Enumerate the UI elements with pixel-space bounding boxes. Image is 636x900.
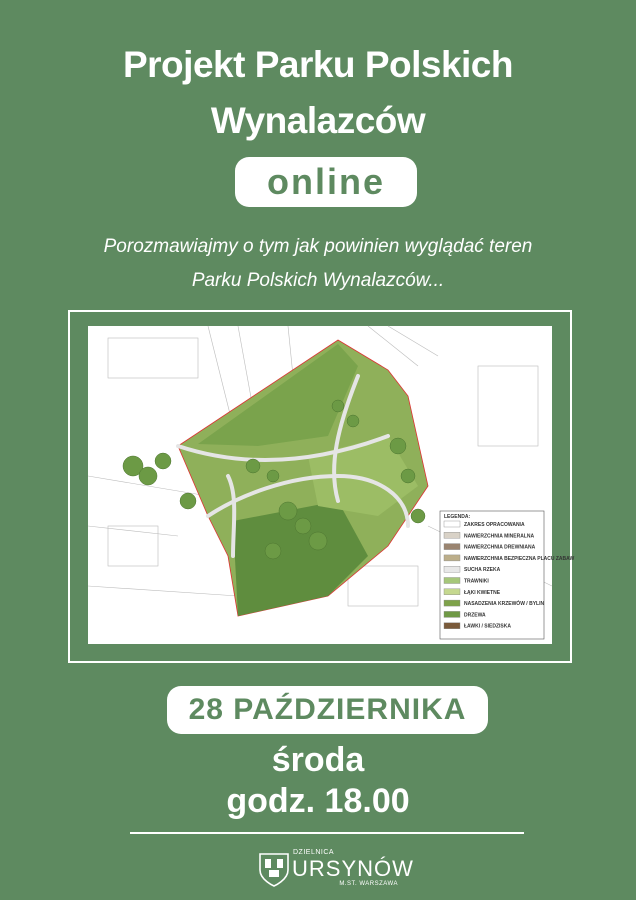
legend-item: NAWIERZCHNIA MINERALNA — [464, 533, 535, 540]
legend-item: DRZEWA — [464, 612, 486, 619]
subtitle-line-1: Porozmawiajmy o tym jak powinien wyglądać teren — [103, 236, 533, 257]
event-time: godz. 18.00 — [226, 782, 410, 820]
legend-item: ZAKRES OPRACOWANIA — [464, 522, 525, 528]
park-plan-drawing — [88, 326, 575, 644]
legend-item: NASADZENIA KRZEWÓW / BYLIN — [464, 601, 545, 608]
legend-swatch — [444, 623, 460, 629]
divider — [130, 832, 524, 834]
legend-swatch — [444, 566, 460, 572]
legend-swatch — [444, 555, 460, 561]
subtitle-line-2: Parku Polskich Wynalazców... — [191, 270, 445, 291]
district-crest-icon — [256, 848, 292, 888]
legend-item: TRAWNIKI — [464, 578, 489, 585]
legend-swatch — [444, 611, 460, 617]
legend-swatch — [444, 532, 460, 538]
legend-swatch — [444, 521, 460, 527]
legend-swatch — [444, 578, 460, 584]
logo-district-label: DZIELNICA — [293, 849, 335, 856]
date-badge: 28 PAŹDZIERNIKA — [167, 686, 488, 734]
legend-item: NAWIERZCHNIA DREWNIANA — [464, 544, 536, 551]
title-line-1: Projekt Parku Polskich — [122, 44, 513, 85]
legend-item: ŁAWKI / SIEDZISKA — [464, 623, 511, 630]
legend-swatch — [444, 589, 460, 595]
weekday: środa — [271, 741, 365, 779]
legend-swatch — [444, 544, 460, 550]
legend-item: NAWIERZCHNIA BEZPIECZNA PLACU ZABAW — [464, 555, 575, 562]
logo-city-label: M.ST. WARSZAWA — [339, 881, 398, 887]
legend-title: LEGENDA: — [444, 514, 471, 520]
legend-item: ŁĄKI KWIETNE — [464, 589, 501, 596]
logo-name: URSYNÓW — [292, 856, 414, 881]
legend-swatch — [444, 600, 460, 606]
map-frame — [68, 310, 575, 663]
legend-item: SUCHA RZEKA — [464, 567, 501, 574]
ursynow-logo — [256, 848, 414, 890]
online-badge: online — [235, 157, 417, 207]
title-line-2: Wynalazców — [210, 100, 426, 141]
park-plan-map — [88, 326, 575, 644]
